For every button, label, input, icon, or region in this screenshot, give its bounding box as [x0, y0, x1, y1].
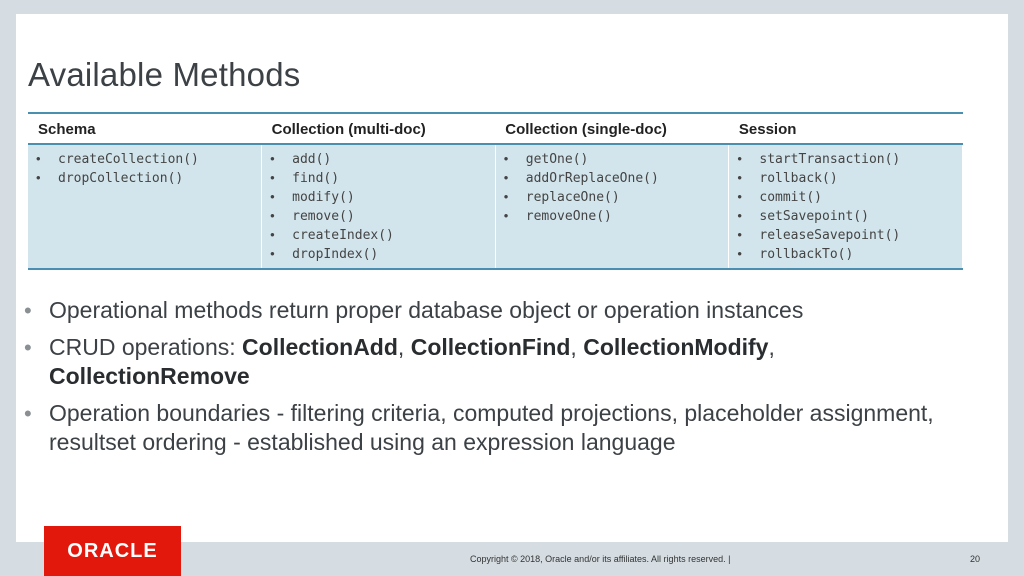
- list-item: • createIndex(): [270, 227, 394, 243]
- collection-remove-term: CollectionRemove: [49, 363, 250, 389]
- list-item: • find(): [270, 170, 340, 186]
- bullet-crud-operations: • CRUD operations: CollectionAdd, CollectionFind, CollectionModify, CollectionRemove: [24, 334, 775, 389]
- list-item: • releaseSavepoint(): [737, 227, 901, 243]
- list-item: • removeOne(): [503, 208, 612, 224]
- collection-modify-term: CollectionModify: [583, 334, 769, 360]
- collection-single-doc-methods-cell: [495, 144, 729, 269]
- list-item: • dropCollection(): [36, 170, 184, 186]
- bullet-dot: •: [24, 401, 32, 426]
- bullet-operation-boundaries: • Operation boundaries - filtering criteria, computed projections, placeholder assignment, resultset ordering - established using an expression language: [24, 400, 934, 455]
- header-schema: Schema: [28, 113, 262, 144]
- list-item: • dropIndex(): [270, 246, 379, 262]
- list-item: • setSavepoint(): [737, 208, 869, 224]
- list-item: • remove(): [270, 208, 355, 224]
- list-item: • add(): [270, 151, 332, 167]
- list-item: • addOrReplaceOne(): [503, 170, 659, 186]
- list-item: • startTransaction(): [737, 151, 901, 167]
- collection-find-term: CollectionFind: [410, 334, 571, 360]
- list-item: • getOne(): [503, 151, 589, 167]
- slide-title: Available Methods: [28, 56, 301, 93]
- header-collection-multi-doc: Collection (multi-doc): [262, 113, 496, 144]
- methods-table: [28, 112, 963, 270]
- header-session: Session: [729, 113, 963, 144]
- bullet-operational-methods: • Operational methods return proper database object or operation instances: [24, 297, 804, 323]
- table-body-row: [28, 144, 963, 269]
- bullet-list: [24, 296, 964, 465]
- copyright-footer: Copyright © 2018, Oracle and/or its affiliates. All rights reserved. |: [470, 554, 731, 564]
- session-methods-cell: [729, 144, 963, 269]
- bullet-dot: •: [24, 335, 32, 360]
- page-number: 20: [970, 554, 981, 564]
- oracle-logo: ORACLE: [44, 526, 181, 576]
- list-item: • commit(): [737, 189, 822, 205]
- table-header-row: [28, 113, 963, 144]
- list-item: • replaceOne(): [503, 189, 620, 205]
- header-collection-single-doc: Collection (single-doc): [495, 113, 729, 144]
- list-item: • modify(): [270, 189, 355, 205]
- collection-multi-doc-methods-cell: [262, 144, 496, 269]
- list-item: • rollbackTo(): [737, 246, 854, 262]
- list-item: • rollback(): [737, 170, 838, 186]
- collection-add-term: CollectionAdd: [242, 334, 398, 360]
- bullet-dot: •: [24, 298, 32, 323]
- schema-methods-cell: [28, 144, 262, 269]
- list-item: • createCollection(): [36, 151, 199, 167]
